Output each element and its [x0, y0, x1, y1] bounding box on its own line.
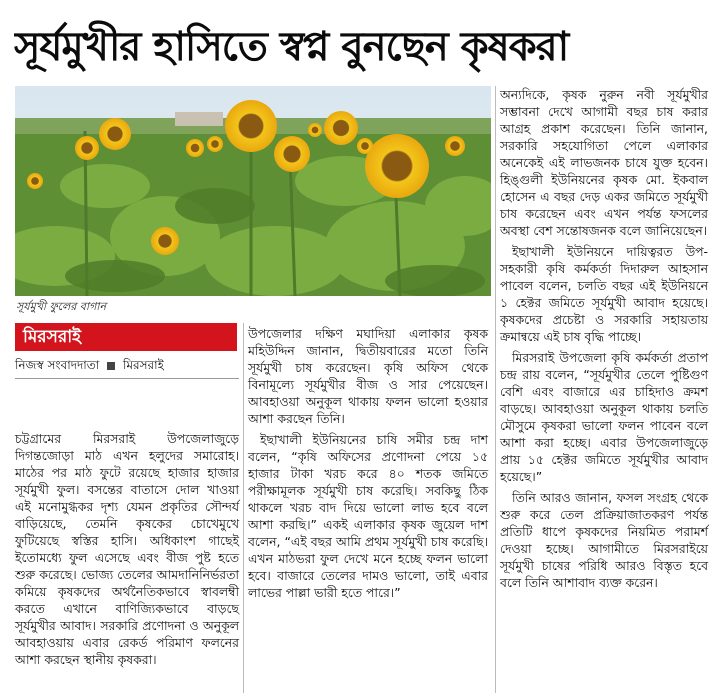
- article-column-1: [15, 430, 239, 672]
- paragraph: উপজেলার দক্ষিণ মঘাদিয়া এলাকার কৃষক মহিউদ্দিন জানান, দ্বিতীয়বারের মতো তিনি সূর্যমুখী চাষ করেছেন। কৃষি অফিস থেকে বিনামূল্যে সূর্যমুখীর বীজ ও সার পেয়েছেন। আবহাওয়া অনুকূল থাকায় ফলন ভালো হওয়ার আশা করছেন তিনি।: [248, 326, 488, 426]
- article-column-3: [500, 86, 708, 595]
- section-tag: মিরসরাই: [15, 323, 237, 351]
- byline: [15, 356, 239, 374]
- byline-place: মিরসরাই: [122, 358, 164, 372]
- square-bullet-icon: [107, 362, 115, 370]
- paragraph: ইছাখালী ইউনিয়নে দায়িত্বরত উপ-সহকারী কৃষি কর্মকর্তা দিদারুল আহসান পাবেল বলেন, চলতি বছর এই ইউনিয়নে ১ হেক্টর জমিতে সূর্যমুখী আবাদ হয়েছে। কৃষকদের প্রচেষ্টা ও সরকারি সহায়তায় ক্রমান্বয়ে এই চাষ বৃদ্ধি পাচ্ছে।: [500, 244, 708, 344]
- paragraph: মিরসরাই উপজেলা কৃষি কর্মকর্তা প্রতাপ চন্দ্র রায় বলেন, “সূর্যমুখীর তেলে পুষ্টিগুণ বেশি এবং বাজারে এর চাহিদাও ক্রমশ বাড়ছে। আবহাওয়া অনুকূল থাকায় চলতি মৌসুমে কৃষকরা ভালো ফলন পাবেন বলে আশা করা হচ্ছে। এবার উপজেলাজুড়ে প্রায় ১৫ হেক্টর জমিতে সূর্যমুখীর আবাদ হয়েছে।”: [500, 350, 708, 484]
- paragraph: অন্যদিকে, কৃষক নুরুন নবী সূর্যমুখীর সম্ভাবনা দেখে আগামী বছর চাষ করার আগ্রহ প্রকাশ করেছেন। তিনি জানান, সরকারি সহযোগিতা পেলে এলাকার অনেকেই এই লাভজনক চাষে যুক্ত হবেন। হিঙ্গুলী ইউনিয়নের কৃষক মো. ইকবাল হোসেন এ বছর দেড় একর জমিতে সূর্যমুখী চাষ করেছেন এবং এখন পর্যন্ত ফসলের অবস্থা বেশ সন্তোষজনক বলে জানিয়েছেন।: [500, 87, 708, 238]
- sunflower-field-photo: [15, 86, 491, 296]
- paragraph: ইছাখালী ইউনিয়নের চাষি সমীর চন্দ্র দাশ বলেন, “কৃষি অফিসের প্রণোদনা পেয়ে ১৫ হাজার টাকা খরচ করে ৪০ শতক জমিতে পরীক্ষামূলক সূর্যমুখী চাষ করেছি। সবকিছু ঠিক থাকলে খরচ বাদ দিয়ে ভালো লাভ হবে বলে আশা করছি।” একই এলাকার কৃষক জুয়েল দাশ বলেন, “এই বছর আমি প্রথম সূর্যমুখী চাষ করেছি। এখন মাঠভরা ফুল দেখে মনে হচ্ছে ফলন ভালো হবে। বাজারে তেলের দামও ভালো, তাই এবার লাভের পাল্লা ভারী হতে পারে।”: [248, 432, 488, 600]
- column-divider: [243, 323, 244, 693]
- paragraph: তিনি আরও জানান, ফসল সংগ্রহ থেকে শুরু করে তেল প্রক্রিয়াজাতকরণ পর্যন্ত প্রতিটি ধাপে কৃষকদের নিয়মিত পরামর্শ দেওয়া হচ্ছে। আগামীতে মিরসরাইয়ে সূর্যমুখী চাষের পরিধি আরও বিস্তৃত হবে বলে তিনি আশাবাদ ব্যক্ত করেন।: [500, 490, 708, 590]
- headline: সূর্যমুখীর হাসিতে স্বপ্ন বুনছেন কৃষকরা: [14, 24, 569, 70]
- paragraph: চট্টগ্রামের মিরসরাই উপজেলাজুড়ে দিগন্তজোড়া মাঠ এখন হলুদের সমারোহ। মাঠের পর মাঠ ফুটে রয়েছে হাজার হাজার সূর্যমুখী ফুল। বসন্তের বাতাসে দোল খাওয়া এই মনোমুগ্ধকর দৃশ্য যেমন প্রকৃতির সৌন্দর্য বাড়িয়েছে, তেমনি কৃষকের চোখেমুখে ফুটিয়েছে স্বস্তির হাসি। অধিকাংশ গাছেই ইতোমধ্যে ফুল এসেছে এবং বীজ পুষ্ট হতে শুরু করেছে। ভোজ্য তেলের আমদানিনির্ভরতা কমিয়ে কৃষকদের অর্থনৈতিকভাবে স্বাবলম্বী করতে এখানে বাণিজ্যিকভাবে বাড়ছে সূর্যমুখীর আবাদ। সরকারি প্রণোদনা ও অনুকূল আবহাওয়ায় এবার রেকর্ড পরিমাণ ফলনের আশা করছেন স্থানীয় কৃষকরা।: [15, 431, 239, 667]
- sunflower-field-illustration: [15, 86, 491, 296]
- photo-caption: সূর্যমুখী ফুলের বাগান: [16, 300, 107, 313]
- byline-reporter: নিজস্ব সংবাদদাতা: [15, 358, 100, 372]
- byline-divider: [15, 378, 239, 379]
- column-divider: [495, 86, 496, 693]
- article-column-2: [248, 325, 488, 605]
